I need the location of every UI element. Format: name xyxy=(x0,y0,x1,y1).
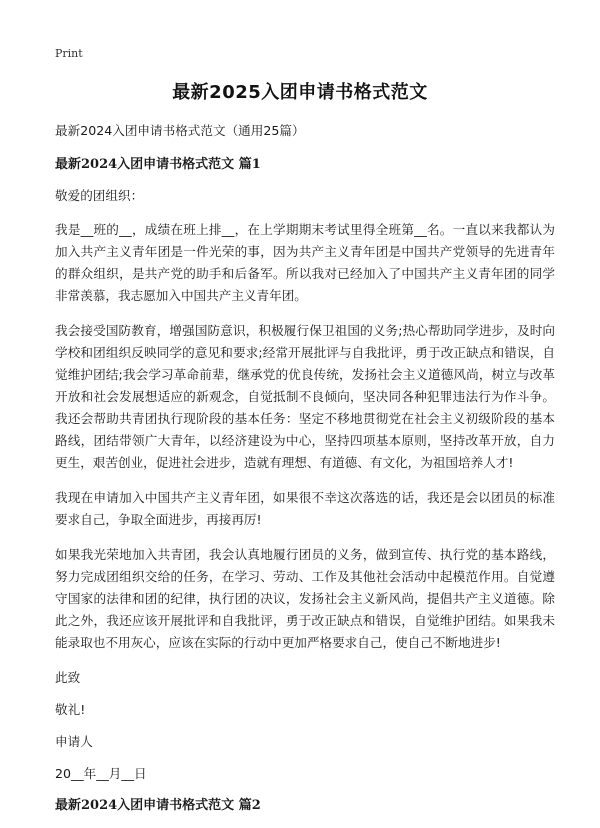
page-title: 最新2025入团申请书格式范文 xyxy=(172,82,428,103)
document-subtitle: 最新2024入团申请书格式范文（通用25篇） xyxy=(55,123,305,138)
section-heading-2: 最新2024入团申请书格式范文 篇2 xyxy=(55,798,261,813)
section-heading-1: 最新2024入团申请书格式范文 篇1 xyxy=(55,157,261,172)
print-link[interactable]: Print xyxy=(55,47,83,60)
document-body xyxy=(55,120,555,826)
date-line: 20__年__月__日 xyxy=(55,766,147,781)
paragraph-3: 我现在申请加入中国共产主义青年团，如果很不幸这次落选的话，我还是会以团员的标准要求自己，争取全面进步，再接再厉! xyxy=(55,490,555,527)
paragraph-2: 我会接受国防教育，增强国防意识，积极履行保卫祖国的义务;热心帮助同学进步，及时向学校和团组织反映同学的意见和要求;经常开展批评与自我批评，勇于改正缺点和错误，自觉维护团结;我会学习革命前辈，继承党的优良传统，发扬社会主义道德风尚，树立与改革开放和社会发展想适应的新观念，自觉抵制不良倾向，坚决同各种犯罪违法行为作斗争。我还会帮助共青团执行现阶段的基本任务：坚定不移地贯彻党在社会主义初级阶段的基本路线，团结带领广大青年，以经济建设为中心，坚持四项基本原则，坚持改革开放，自力更生，艰苦创业，促进社会进步，造就有理想、有道德、有文化，为祖国培养人才! xyxy=(55,323,555,470)
paragraph-4: 如果我光荣地加入共青团，我会认真地履行团员的义务，做到宣传、执行党的基本路线，努力完成团组织交给的任务，在学习、劳动、工作及其他社会活动中起模范作用。自觉遵守国家的法律和团的纪律，执行团的决议，发扬社会主义新风尚，提倡共产主义道德。除此之外，我还应该开展批评和自我批评，勇于改正缺点和错误，自觉维护团结。如果我未能录取也不用灰心，应该在实际的行动中更加严格要求自己，使自己不断地进步! xyxy=(55,547,555,650)
paragraph-1: 我是__班的__，成绩在班上排__，在上学期期末考试里得全班第__名。一直以来我都认为加入共产主义青年团是一件光荣的事，因为共产主义青年团是中国共产党领导的先进青年的群众组织，是共产党的助手和后备军。所以我对已经加入了中国共产主义青年团的同学非常羡慕，我志愿加入中国共产主义青年团。 xyxy=(55,222,555,303)
greeting: 敬爱的团组织： xyxy=(55,188,144,203)
closing-line-2: 敬礼! xyxy=(55,702,86,717)
signature-line: 申请人 xyxy=(55,734,93,749)
closing-line-1: 此致 xyxy=(55,670,81,685)
